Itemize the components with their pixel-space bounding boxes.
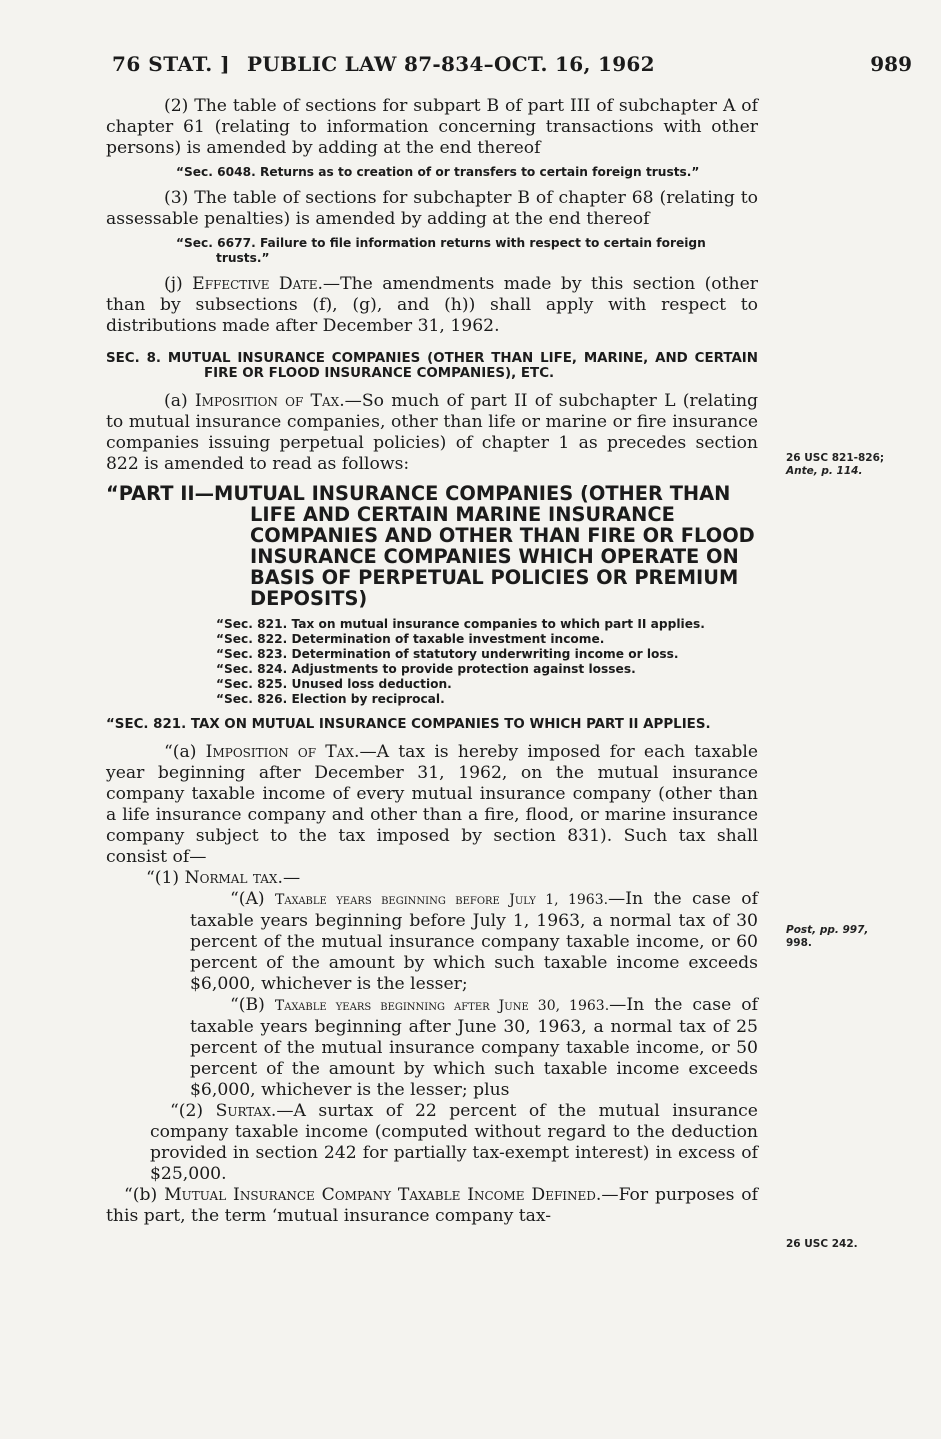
section-8-heading: SEC. 8. MUTUAL INSURANCE COMPANIES (OTHER THAN LIFE, MARINE, AND CERTAIN FIRE OR FLOOD INSURANCE COMPANIES), ETC. — [106, 351, 758, 381]
toc-row: “Sec. 826. Election by reciprocal. — [216, 692, 445, 706]
paragraph-a — [106, 391, 758, 475]
surtax-text: —A surtax of 22 percent of the mutual insurance company taxable income (computed without regard to the deduction provided in section 242 for partially tax-exempt interest) in excess of $25,000. — [150, 1101, 758, 1184]
subparagraph-b — [106, 995, 758, 1101]
paragraph-a-title: Imposition of Tax. — [194, 391, 345, 411]
subsection-821b-label: “(b) — [124, 1185, 165, 1205]
main-text-column — [106, 96, 758, 1227]
subparagraph-b-label: “(B) — [230, 995, 275, 1015]
toc-row: “Sec. 822. Determination of taxable investment income. — [216, 632, 605, 646]
paragraph-a-text: —So much of part II of subchapter L (relating to mutual insurance companies, other than life or marine or fire insurance companies issuing perpetual policies) of chapter 1 as precedes section 822 is amended to read as follows: — [106, 391, 759, 474]
part-ii-heading: “PART II—MUTUAL INSURANCE COMPANIES (OTHER THAN LIFE AND CERTAIN MARINE INSURANCE COMPANIES AND OTHER THAN FIRE OR FLOOD INSURANCE COMPANIES WHICH OPERATE ON BASIS OF PERPETUAL POLICIES OR PREMIUM DEPOSITS) — [106, 482, 755, 610]
margin-note-usc-242: 26 USC 242. — [786, 1238, 858, 1250]
statute-volume: 76 STAT. ] — [112, 52, 231, 76]
subsection-821a-title: Imposition of Tax. — [205, 742, 360, 762]
margin-note-usc-821 — [786, 452, 906, 478]
subparagraph-a — [106, 889, 758, 995]
paragraph-j — [106, 274, 758, 337]
toc-row: “Sec. 824. Adjustments to provide protection against losses. — [216, 662, 636, 676]
surtax-title: Surtax. — [215, 1101, 277, 1121]
subparagraph-a-label: “(A) — [230, 889, 275, 909]
margin-note-post — [786, 924, 906, 950]
margin-note-post-line2: 998. — [786, 937, 812, 949]
paragraph-j-title: Effective Date. — [192, 274, 323, 294]
subparagraph-b-text: —In the case of taxable years beginning after June 30, 1963, a normal tax of 25 percent of the mutual insurance company taxable income, or 50 percent of the amount by which such taxable income exceeds $6,000, whichever is the lesser; plus — [190, 995, 758, 1100]
paragraph-a-label: (a) — [164, 391, 195, 411]
normal-tax-dash: — — [282, 868, 301, 888]
toc-row: “Sec. 825. Unused loss deduction. — [216, 677, 452, 691]
normal-tax-title: Normal tax. — [184, 868, 283, 888]
subparagraph-b-title: Taxable years beginning after June 30, 1963. — [274, 998, 610, 1014]
toc-row: “Sec. 823. Determination of statutory underwriting income or loss. — [216, 647, 679, 661]
page-header — [112, 52, 912, 84]
subsection-821b-title: Mutual Insurance Company Taxable Income Defined. — [164, 1185, 602, 1205]
subsection-821a — [106, 742, 758, 868]
section-6677-entry: “Sec. 6677. Failure to file information returns with respect to certain foreign trusts.” — [176, 236, 706, 265]
subparagraph-a-text: —In the case of taxable years beginning before July 1, 1963, a normal tax of 30 percent of the mutual insurance company taxable income, or 60 percent of the amount by which such taxable income exceeds $6,000, whichever is the lesser; — [190, 889, 758, 994]
law-title: PUBLIC LAW 87-834–OCT. 16, 1962 — [247, 52, 655, 76]
subsection-821b-text: —For purposes of this part, the term ‘mutual insurance company tax- — [106, 1185, 759, 1226]
section-821-heading: “SEC. 821. TAX ON MUTUAL INSURANCE COMPANIES TO WHICH PART II APPLIES. — [106, 717, 711, 732]
page-number: 989 — [870, 52, 912, 76]
paragraph-j-text: —The amendments made by this section (other than by subsections (f), (g), and (h)) shall apply with respect to distributions made after December 31, 1962. — [106, 274, 758, 336]
section-6048-entry: “Sec. 6048. Returns as to creation of or transfers to certain foreign trusts.” — [176, 165, 700, 179]
subsection-821b — [106, 1185, 758, 1227]
margin-note-post-line1: Post, pp. 997, — [786, 924, 869, 936]
table-of-sections — [106, 617, 758, 707]
surtax-label: “(2) — [170, 1101, 216, 1121]
toc-row: “Sec. 821. Tax on mutual insurance companies to which part II applies. — [216, 617, 705, 631]
paragraph-3: (3) The table of sections for subchapter B of chapter 68 (relating to assessable penalties) is amended by adding at the end thereof — [106, 188, 758, 229]
paragraph-normal-tax — [106, 868, 758, 889]
paragraph-2: (2) The table of sections for subpart B of part III of subchapter A of chapter 61 (relating to information concerning transactions with other persons) is amended by adding at the end thereof — [106, 96, 758, 158]
subparagraph-a-title: Taxable years beginning before July 1, 1963. — [275, 892, 609, 908]
subsection-821a-text: —A tax is hereby imposed for each taxable year beginning after December 31, 1962, on the mutual insurance company taxable income of every mutual insurance company (other than a life insurance company and other than a fire, flood, or marine insurance company subject to the tax imposed by section 831). Such tax shall consist of— — [106, 742, 758, 867]
margin-note-usc-821-line1: 26 USC 821-826; — [786, 452, 885, 464]
paragraph-surtax — [106, 1101, 758, 1185]
normal-tax-label: “(1) — [146, 868, 185, 888]
paragraph-j-label: (j) — [164, 274, 193, 294]
subsection-821a-label: “(a) — [164, 742, 206, 762]
margin-note-usc-821-line2: Ante, p. 114. — [786, 465, 863, 477]
